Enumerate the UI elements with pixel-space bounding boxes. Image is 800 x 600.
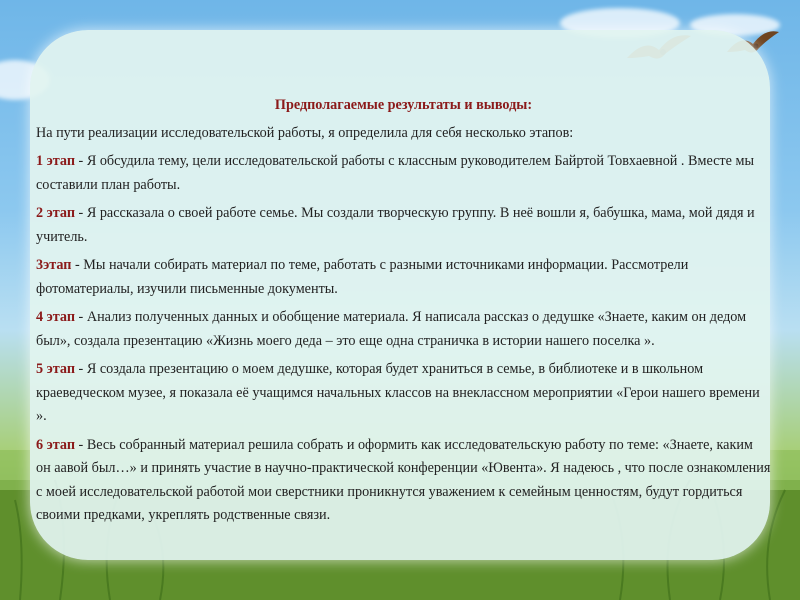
stage-paragraph <box>36 358 771 429</box>
stage-label: 4 этап <box>36 309 75 325</box>
stage-paragraph <box>36 306 771 353</box>
stage-label: 3этап <box>36 257 72 273</box>
stage-text: - Мы начали собирать материал по теме, работать с разными источниками информации. Рассмотрели фотоматериалы, изучили письменные документы. <box>36 257 689 297</box>
stage-label: 1 этап <box>36 153 75 169</box>
stage-text: - Анализ полученных данных и обобщение материала. Я написала рассказ о дедушке «Знаете, каким он дедом был», создала презентацию «Жизнь моего деда – это еще одна страничка в истории нашего поселка ». <box>36 309 747 349</box>
stage-paragraph <box>36 254 771 301</box>
stage-paragraph <box>36 434 771 528</box>
page-heading: Предполагаемые результаты и выводы: <box>274 97 533 113</box>
stage-text: - Я рассказала о своей работе семье. Мы создали творческую группу. В неё вошли я, бабушка, мама, мой дядя и учитель. <box>36 205 755 245</box>
stage-label: 5 этап <box>36 361 75 377</box>
stage-text: - Весь собранный материал решила собрать и оформить как исследовательскую работу по теме: «Знаете, каким он аавой был…» и принять участие в научно-практической конференции «Ювента». Я надеюсь , что после ознакомления с моей исследовательской работой мои сверстники проникнутся уважением к семейным ценностям, будут гордиться своими предками, укреплять родственные связи. <box>36 436 771 523</box>
stage-label: 2 этап <box>36 205 75 221</box>
stage-text: - Я создала презентацию о моем дедушке, которая будет храниться в семье, в библиотеке и в школьном краеведческом музее, я показала её учащимся начальных классов на внеклассном мероприятии «Герои нашего времени ». <box>36 361 760 424</box>
text-content <box>36 94 771 533</box>
intro-paragraph: На пути реализации исследовательской работы, я определила для себя несколько этапов: <box>36 124 574 141</box>
stage-text: - Я обсудила тему, цели исследовательской работы с классным руководителем Байртой Товхаевной . Вместе мы составили план работы. <box>36 153 754 193</box>
stage-paragraph <box>36 202 771 249</box>
stage-paragraph <box>36 150 771 197</box>
stage-label: 6 этап <box>36 436 75 453</box>
